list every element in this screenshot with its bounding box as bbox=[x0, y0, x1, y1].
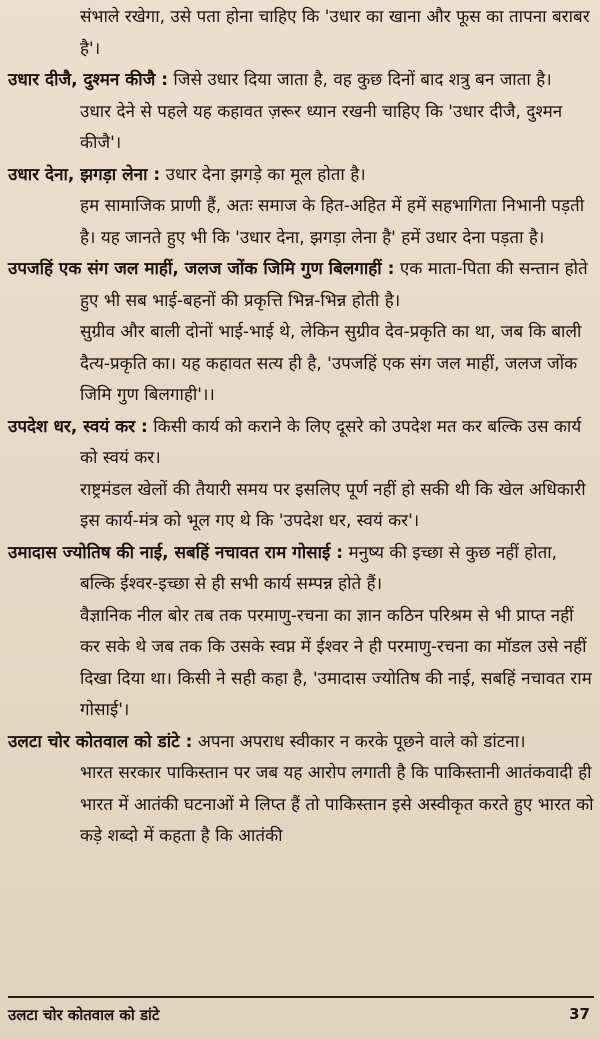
continued-example-text: संभाले रखेगा, उसे पता होना चाहिए कि 'उधार का खाना और फूस का तापना बराबर है'। bbox=[80, 7, 590, 59]
entry-6-headline bbox=[8, 727, 594, 759]
entry-4-headline bbox=[8, 412, 594, 475]
running-head: उलटा चोर कोतवाल को डांटे bbox=[8, 1006, 160, 1024]
entry-2-definition: उधार देना झगड़े का मूल होता है। bbox=[160, 164, 366, 185]
dictionary-entry-4 bbox=[8, 412, 594, 538]
footer-divider bbox=[8, 996, 594, 998]
dictionary-entry-5 bbox=[8, 538, 594, 727]
entry-1-headline bbox=[8, 65, 594, 97]
entry-4-example: राष्ट्रमंडल खेलों की तैयारी समय पर इसलिए पूर्ण नहीं हो सकी थी कि खेल अधिकारी इस कार्य-मंत्र को भूल गए थे कि 'उपदेश धर, स्वयं कर'। bbox=[80, 479, 586, 531]
entry-1-headword: उधार दीजै, दुश्मन कीजै : bbox=[8, 70, 169, 90]
entry-4-definition: किसी कार्य को कराने के लिए दूसरे को उपदेश मत कर बल्कि उस कार्य को स्वयं कर। bbox=[80, 416, 582, 468]
entry-6-example: भारत सरकार पाकिस्तान पर जब यह आरोप लगाती है कि पाकिस्तानी आतंकवादी ही भारत में आतंकी घटनाओं मे लिप्त हैं तो पाकिस्तान इसे अस्वीकृत करते हुए भारत को कड़े शब्दो में कहता है कि आतंकी bbox=[80, 763, 594, 846]
entry-5-example: वैज्ञानिक नील बोर तब तक परमाणु-रचना का ज्ञान कठिन परिश्रम से भी प्राप्त नहीं कर सके थे जब तक कि उसके स्वप्न में ईश्वर ने ही परमाणु-रचना का मॉडल उसे नहीं दिखा दिया था। किसी ने सही कहा है, 'उमादास ज्योतिष की नाई, सबहिं नचावत राम गोसाई'। bbox=[80, 605, 592, 720]
entry-1-definition: जिसे उधार दिया जाता है, वह कुछ दिनों बाद शत्रु बन जाता है। bbox=[168, 70, 552, 90]
entry-1-example: उधार देने से पहले यह कहावत ज़रूर ध्यान रखनी चाहिए कि 'उधार दीजै, दुश्मन कीजै'। bbox=[80, 101, 563, 153]
page-content bbox=[8, 2, 594, 853]
entry-2-example: हम सामाजिक प्राणी हैं, अतः समाज के हित-अहित में हमें सहभागिता निभानी पड़ती है। यह जानते हुए भी कि 'उधार देना, झगड़ा लेना है' हमें उधार देना पड़ता है। bbox=[80, 196, 585, 248]
dictionary-entry-1 bbox=[8, 65, 594, 160]
entry-5-definition: मनुष्य की इच्छा से कुछ नहीं होता, बल्कि ईश्वर-इच्छा से ही सभी कार्य सम्पन्न होते हैं। bbox=[80, 542, 558, 594]
dictionary-entry-3 bbox=[8, 254, 594, 412]
entry-2-headword: उधार देना, झगड़ा लेना : bbox=[8, 164, 161, 185]
entry-2-headline bbox=[8, 160, 594, 192]
entry-6-headword: उलटा चोर कोतवाल को डांटे : bbox=[8, 731, 193, 752]
entry-5-headword: उमादास ज्योतिष की नाई, सबहिं नचावत राम गोसाई : bbox=[8, 542, 344, 563]
dictionary-entry-2 bbox=[8, 160, 594, 255]
entry-3-definition: एक माता-पिता की सन्तान होते हुए भी सब भाई-बहनों की प्रकृत्ति भिन्न-भिन्न होती है। bbox=[80, 259, 588, 311]
entry-3-headword: उपजहिं एक संग जल माहीं, जलज जोंक जिमि गुण बिलगाहीं : bbox=[8, 259, 395, 279]
page-number: 37 bbox=[569, 1005, 590, 1023]
entry-4-headword: उपदेश धर, स्वयं कर : bbox=[8, 416, 148, 437]
entry-5-headline bbox=[8, 538, 594, 601]
dictionary-entry-6 bbox=[8, 727, 594, 853]
entry-3-headline bbox=[8, 254, 594, 317]
entry-3-example: सुग्रीव और बाली दोनों भाई-भाई थे, लेकिन सुग्रीव देव-प्रकृति का था, जब कि बाली दैत्य-प्रकृति का। यह कहावत सत्य ही है, 'उपजहिं एक संग जल माहीं, जलज जोंक जिमि गुण बिलगाही'।। bbox=[80, 322, 582, 405]
entry-6-definition: अपना अपराध स्वीकार न करके पूछने वाले को डांटना। bbox=[192, 731, 526, 752]
